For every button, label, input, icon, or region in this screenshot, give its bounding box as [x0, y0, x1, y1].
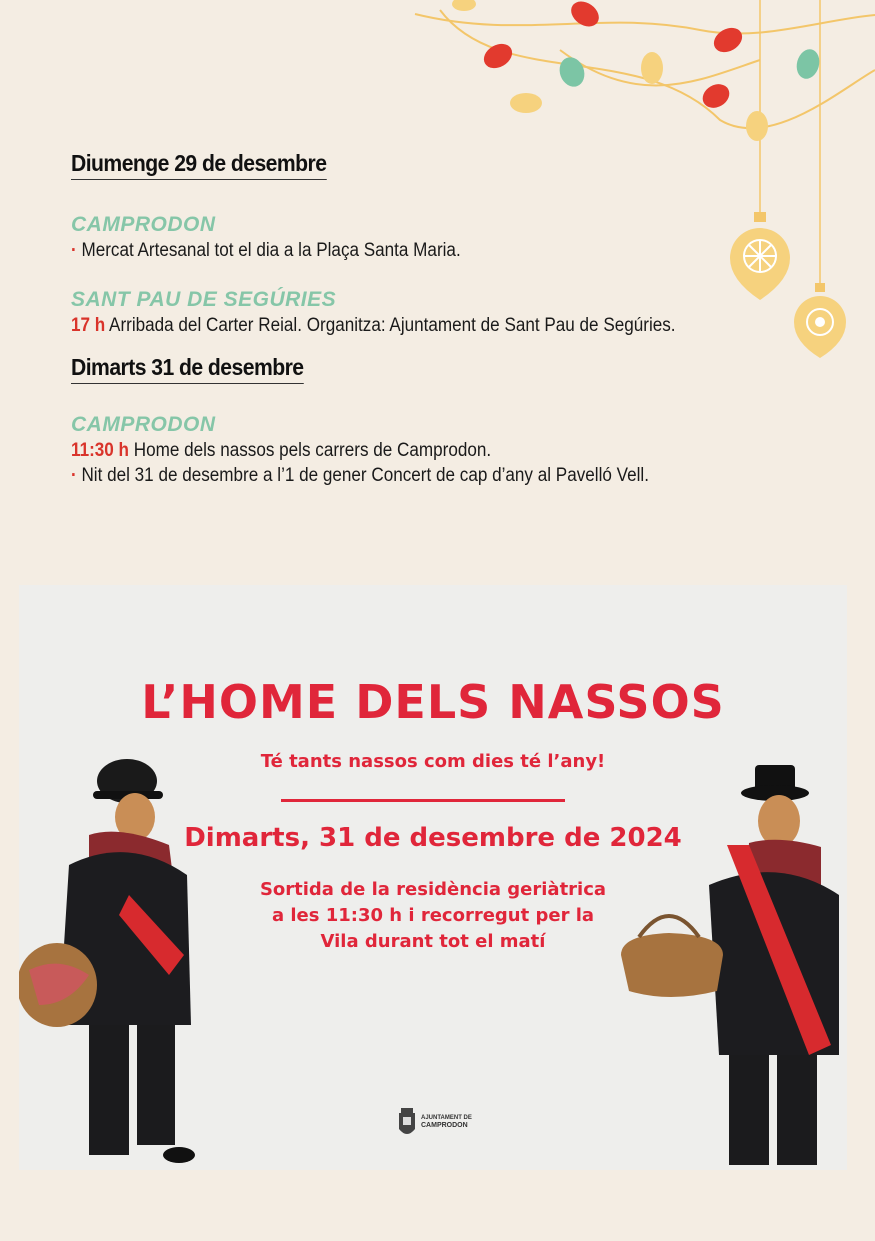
bullet: · [71, 465, 77, 486]
event-item [71, 238, 755, 263]
poster-subtitle: Té tants nassos com dies té l’any! [260, 751, 606, 772]
poster-divider [281, 799, 565, 802]
town-name: CAMPRODON [71, 213, 216, 236]
day-block [71, 354, 831, 488]
event-text: Mercat Artesanal tot el dia a la Plaça Santa Maria. [81, 240, 461, 261]
town-name: CAMPRODON [71, 413, 216, 436]
logo-line: AJUNTAMENT DE [421, 1115, 472, 1121]
event-time: 11:30 h [71, 440, 129, 461]
yellow-bulb-icon [510, 93, 542, 113]
event-item [71, 438, 755, 463]
yellow-bulb-icon [452, 0, 476, 11]
yellow-bulb-icon [746, 111, 768, 141]
poster-description-line: a les 11:30 h i recorregut per la [271, 905, 595, 926]
town-name: SANT PAU DE SEGÚRIES [71, 288, 337, 311]
town-section [71, 412, 831, 488]
nassos-figure-left-illustration [19, 755, 209, 1170]
red-bulb-icon [566, 0, 603, 32]
poster-description-line: Vila durant tot el matí [320, 931, 546, 952]
yellow-bulb-icon [641, 52, 663, 84]
ajuntament-logo [397, 1107, 497, 1143]
event-poster [19, 585, 847, 1170]
nassos-figure-right-illustration [599, 755, 847, 1170]
event-text: Arribada del Carter Reial. Organitza: Ajuntament de Sant Pau de Segúries. [109, 315, 676, 336]
town-section [71, 212, 831, 263]
red-bulb-icon [710, 23, 747, 57]
logo-line: CAMPRODON [421, 1122, 468, 1129]
poster-title: L’HOME DELS NASSOS [141, 675, 725, 729]
event-item [71, 313, 755, 338]
day-block [71, 150, 831, 338]
green-bulb-icon [556, 54, 589, 90]
logo-text [421, 1115, 472, 1129]
day-heading: Diumenge 29 de desembre [71, 150, 326, 180]
coat-of-arms-icon [397, 1107, 417, 1141]
red-bulb-icon [480, 39, 517, 73]
event-text: Nit del 31 de desembre a l’1 de gener Concert de cap d’any al Pavelló Vell. [81, 465, 649, 486]
day-heading: Dimarts 31 de desembre [71, 354, 304, 384]
poster-date: Dimarts, 31 de desembre de 2024 [184, 823, 682, 853]
event-item [71, 463, 755, 488]
green-bulb-icon [793, 47, 822, 82]
poster-description-line: Sortida de la residència geriàtrica [259, 879, 607, 900]
red-bulb-icon [698, 79, 733, 112]
schedule [71, 150, 831, 488]
event-time: 17 h [71, 315, 106, 336]
event-text: Home dels nassos pels carrers de Camprodon. [133, 440, 492, 461]
town-section [71, 287, 831, 338]
bullet: · [71, 240, 77, 261]
